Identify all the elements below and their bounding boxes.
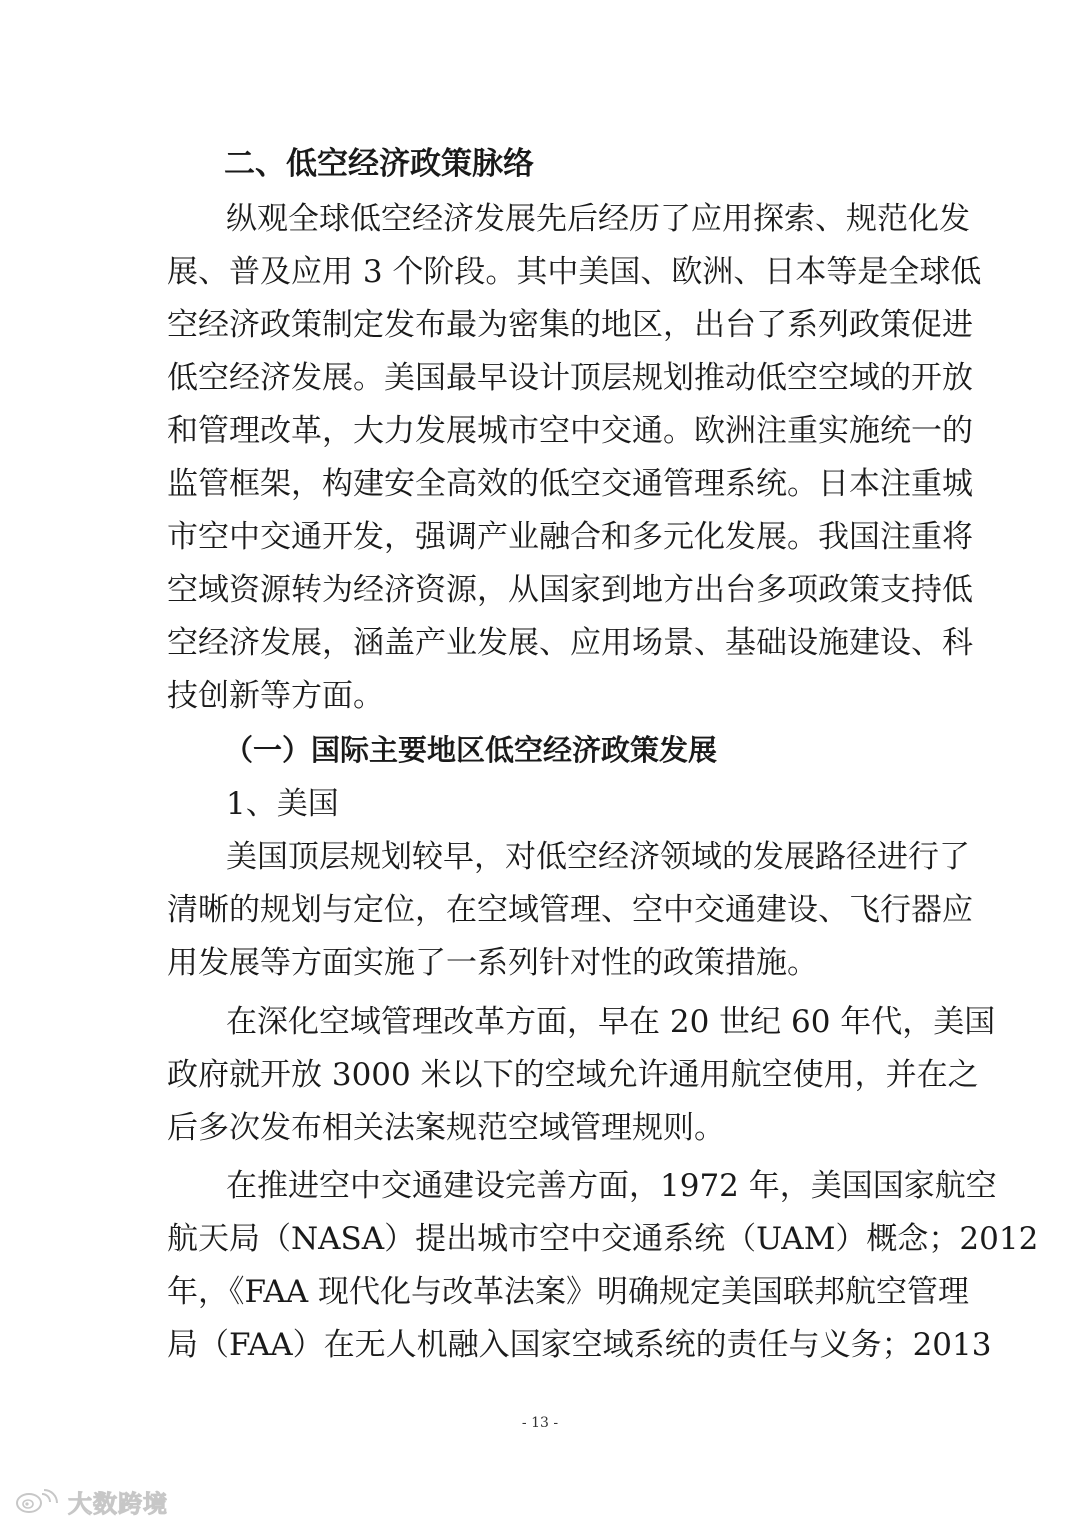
paragraph-1-line-8: 空域资源转为经济资源，从国家到地方出台多项政策支持低 xyxy=(167,572,973,608)
paragraph-1-line-10: 技创新等方面。 xyxy=(167,678,384,714)
paragraph-2-line-1: 美国顶层规划较早，对低空经济领域的发展路径进行了 xyxy=(226,839,970,875)
paragraph-2-line-3: 用发展等方面实施了一系列针对性的政策措施。 xyxy=(167,945,818,981)
paragraph-3-line-2: 政府就开放 3000 米以下的空域允许通用航空使用，并在之 xyxy=(167,1057,979,1093)
page-number: - 13 - xyxy=(521,1415,559,1431)
paragraph-3-line-1: 在深化空域管理改革方面，早在 20 世纪 60 年代，美国 xyxy=(226,1004,996,1040)
paragraph-4-line-1: 在推进空中交通建设完善方面，1972 年，美国国家航空 xyxy=(226,1168,997,1204)
paragraph-4-line-3: 年，《FAA 现代化与改革法案》明确规定美国联邦航空管理 xyxy=(167,1274,969,1310)
watermark xyxy=(14,1484,168,1518)
paragraph-1-line-1: 纵观全球低空经济发展先后经历了应用探索、规范化发 xyxy=(226,201,970,237)
paragraph-1-line-4: 低空经济发展。美国最早设计顶层规划推动低空空域的开放 xyxy=(167,360,973,396)
paragraph-1-line-3: 空经济政策制定发布最为密集的地区，出台了系列政策促进 xyxy=(167,307,973,343)
section-heading: 二、低空经济政策脉络 xyxy=(224,146,534,182)
item-heading: 1、美国 xyxy=(226,786,339,822)
subsection-heading: （一）国际主要地区低空经济政策发展 xyxy=(224,733,718,767)
paragraph-3-line-3: 后多次发布相关法案规范空域管理规则。 xyxy=(167,1110,725,1146)
paragraph-4-line-2: 航天局（NASA）提出城市空中交通系统（UAM）概念；2012 xyxy=(167,1221,1039,1257)
paragraph-1-line-6: 监管框架，构建安全高效的低空交通管理系统。日本注重城 xyxy=(167,466,973,502)
paragraph-4-line-4: 局（FAA）在无人机融入国家空域系统的责任与义务；2013 xyxy=(167,1327,992,1363)
paragraph-1-line-9: 空经济发展，涵盖产业发展、应用场景、基础设施建设、科 xyxy=(167,625,973,661)
weibo-style-logo-icon xyxy=(14,1488,62,1514)
paragraph-1-line-5: 和管理改革，大力发展城市空中交通。欧洲注重实施统一的 xyxy=(167,413,973,449)
paragraph-1-line-7: 市空中交通开发，强调产业融合和多元化发展。我国注重将 xyxy=(167,519,973,555)
paragraph-1-line-2: 展、普及应用 3 个阶段。其中美国、欧洲、日本等是全球低 xyxy=(167,254,982,290)
paragraph-2-line-2: 清晰的规划与定位，在空域管理、空中交通建设、飞行器应 xyxy=(167,892,973,928)
watermark-text: 大数跨境 xyxy=(68,1489,168,1518)
